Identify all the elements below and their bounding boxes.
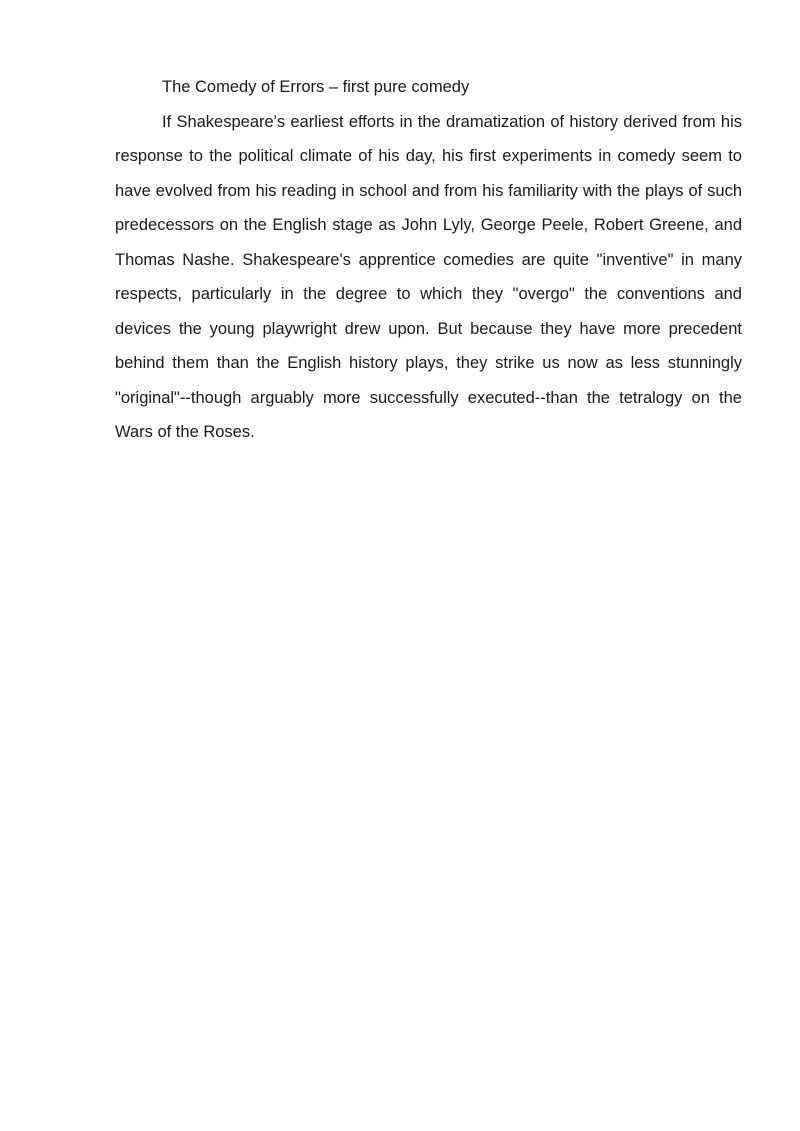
- document-body: [115, 70, 742, 450]
- body-paragraph: If Shakespeare's earliest efforts in the dramatization of history derived from his response to the political climate of his day, his first experiments in comedy seem to have evolved from his reading in school and from his familiarity with the plays of such predecessors on the English stage as John Lyly, George Peele, Robert Greene, and Thomas Nashe. Shakespeare's apprentice comedies are quite "inventive" in many respects, particularly in the degree to which they "overgo" the conventions and devices the young playwright drew upon. But because they have more precedent behind them than the English history plays, they strike us now as less stunningly "original"--though arguably more successfully executed--than the tetralogy on the Wars of the Roses.: [115, 112, 742, 441]
- section-heading: The Comedy of Errors – first pure comedy: [162, 78, 470, 96]
